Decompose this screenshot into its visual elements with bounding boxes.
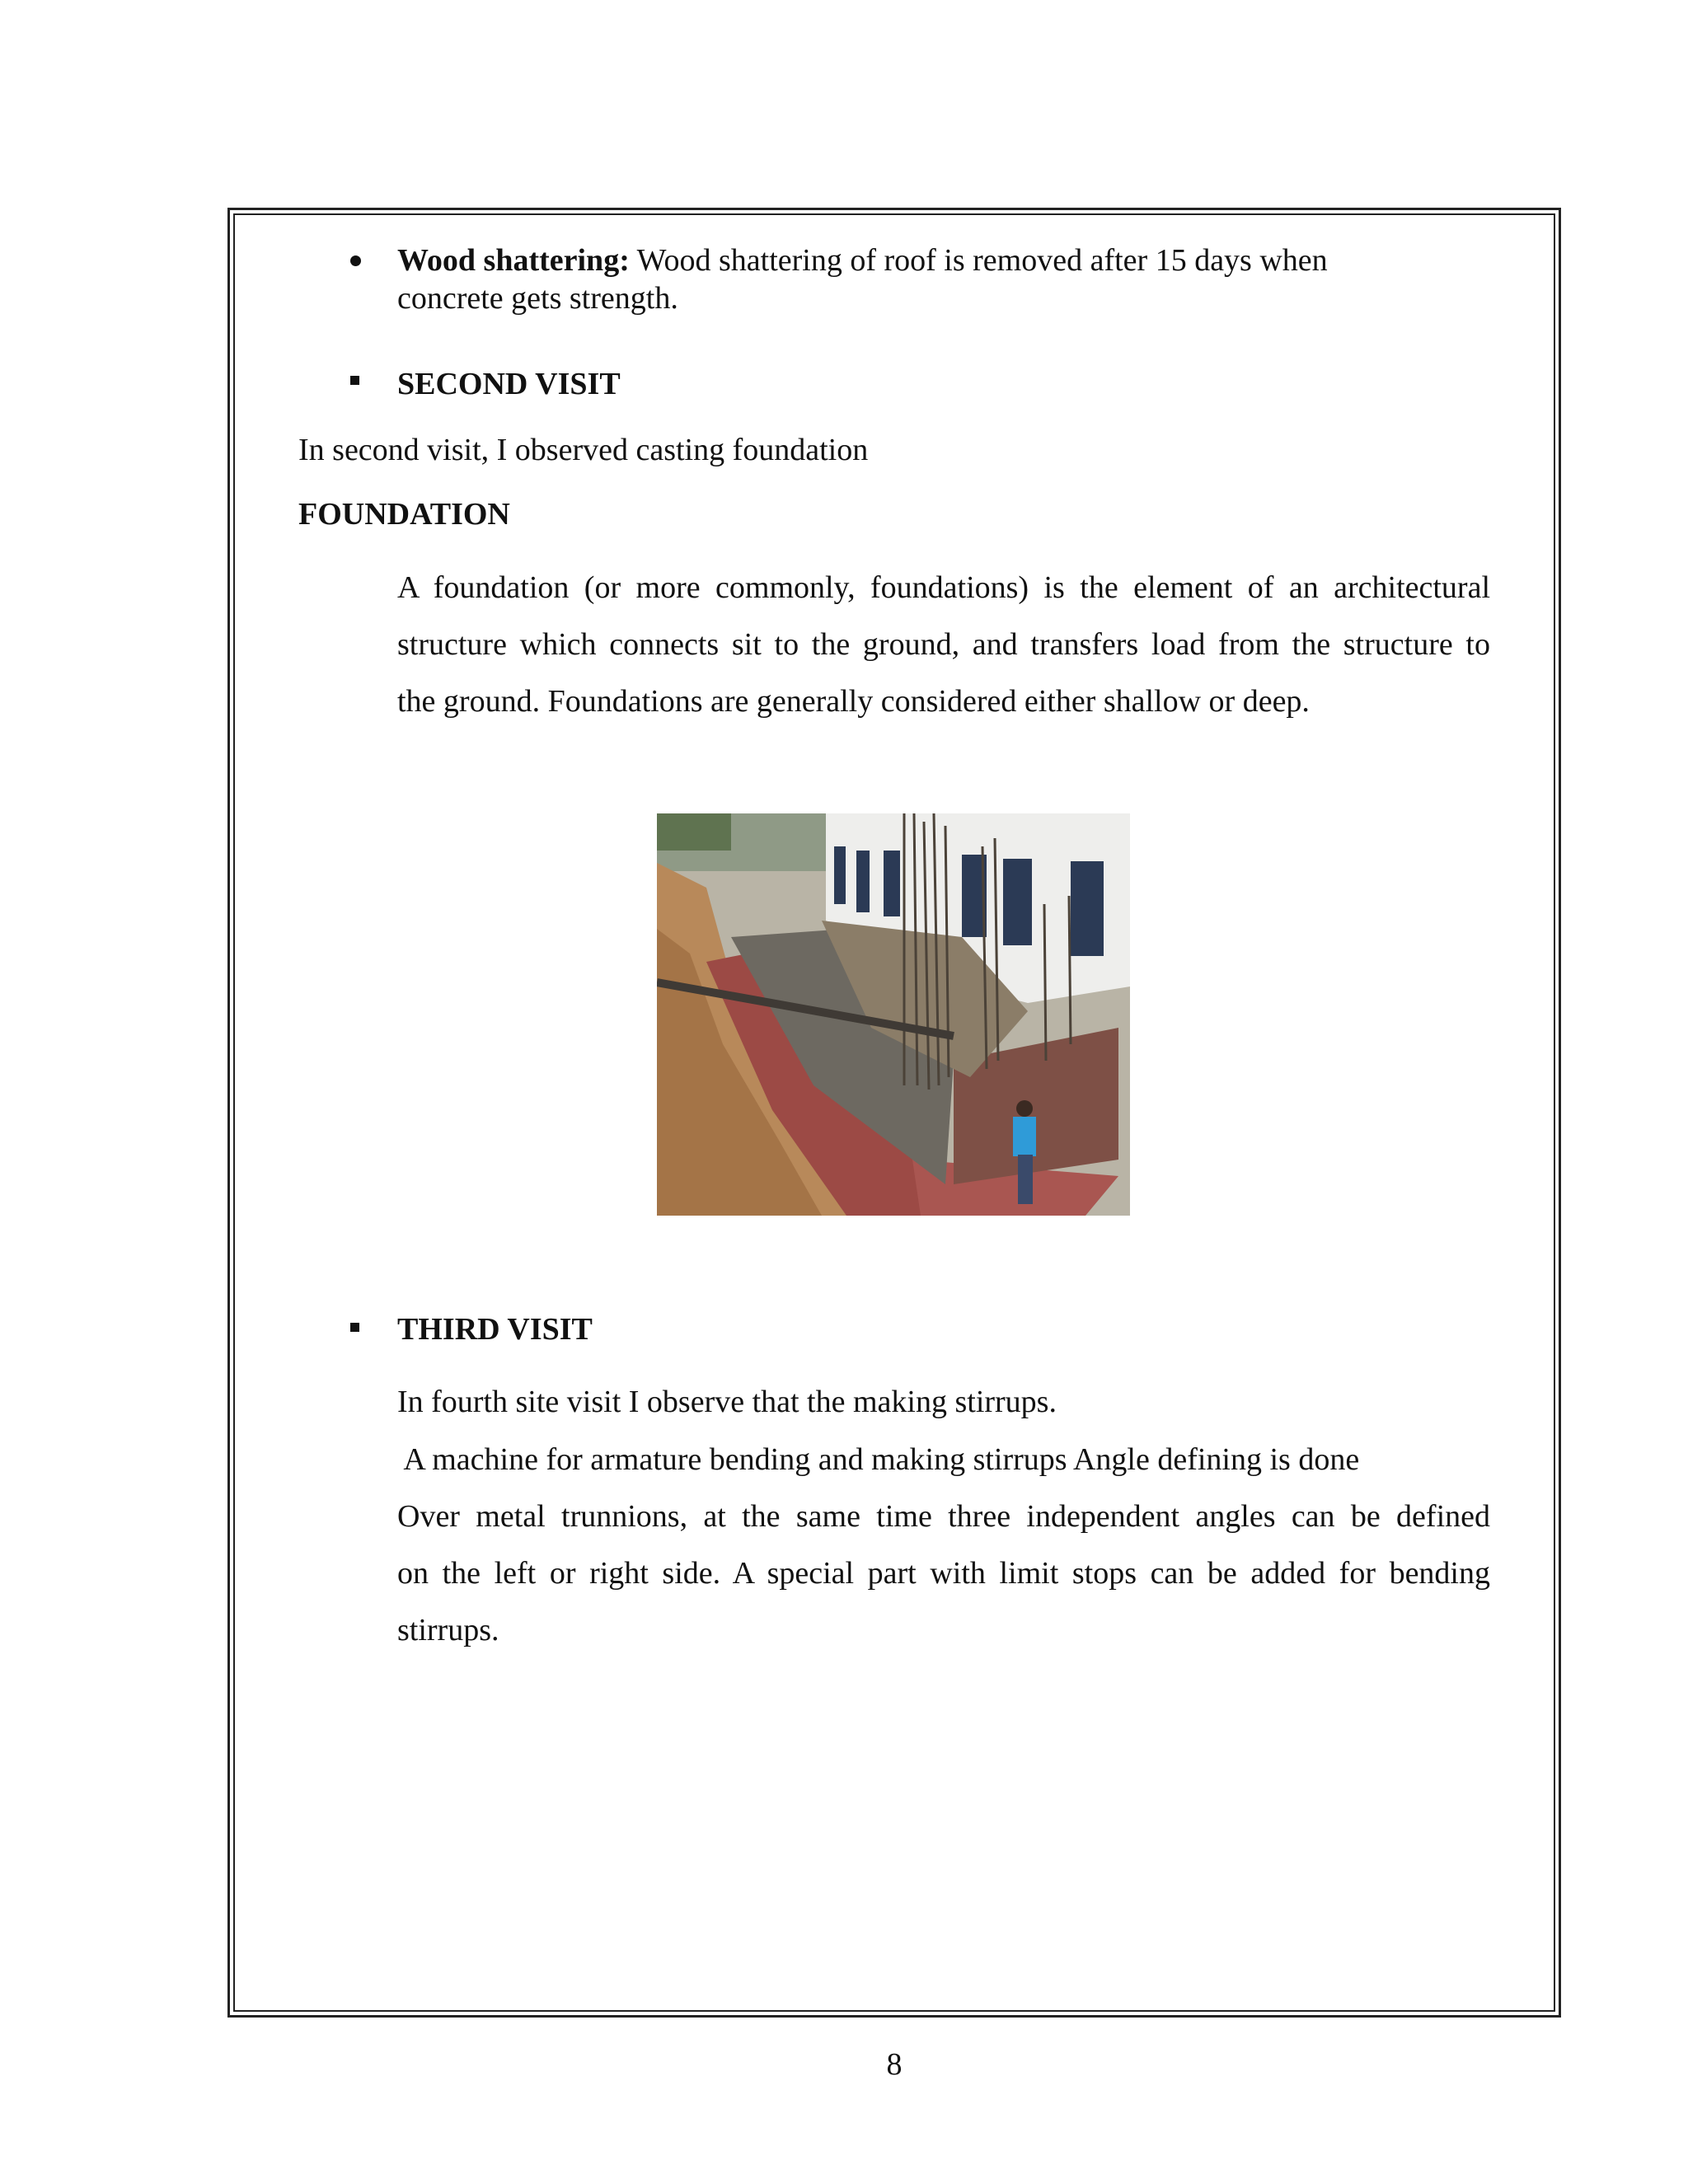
page-number: 8	[886, 2047, 903, 2082]
third-visit-line-3: Over metal trunnions, at the same time three independent angles can be defined	[397, 1499, 1490, 1534]
square-bullet-icon	[350, 376, 359, 385]
third-visit-line-4: on the left or right side. A special part with limit stops can be added for bending	[397, 1556, 1490, 1591]
wood-shattering-text: Wood shattering of roof is removed after 15 days when	[629, 243, 1328, 278]
wood-shattering-line2: concrete gets strength.	[397, 281, 678, 316]
wood-shattering-line1	[397, 241, 1328, 279]
third-visit-line-2: A machine for armature bending and making stirrups Angle defining is done	[397, 1442, 1360, 1477]
second-visit-heading: SECOND VISIT	[397, 367, 621, 401]
foundation-heading: FOUNDATION	[298, 497, 510, 532]
square-bullet-icon	[350, 1323, 359, 1332]
foundation-line-3: the ground. Foundations are generally considered either shallow or deep.	[397, 684, 1310, 719]
second-visit-intro: In second visit, I observed casting foundation	[298, 433, 869, 467]
wood-shattering-term: Wood shattering:	[397, 243, 630, 278]
third-visit-heading: THIRD VISIT	[397, 1312, 593, 1347]
foundation-line-1: A foundation (or more commonly, foundations) is the element of an architectural	[397, 570, 1490, 605]
construction-site-photo	[657, 813, 1130, 1216]
bullet-dot-icon	[350, 255, 361, 266]
third-visit-line-1: In fourth site visit I observe that the making stirrups.	[397, 1385, 1057, 1419]
foundation-line-2: structure which connects sit to the ground, and transfers load from the structure to	[397, 627, 1490, 662]
third-visit-line-5: stirrups.	[397, 1613, 499, 1647]
